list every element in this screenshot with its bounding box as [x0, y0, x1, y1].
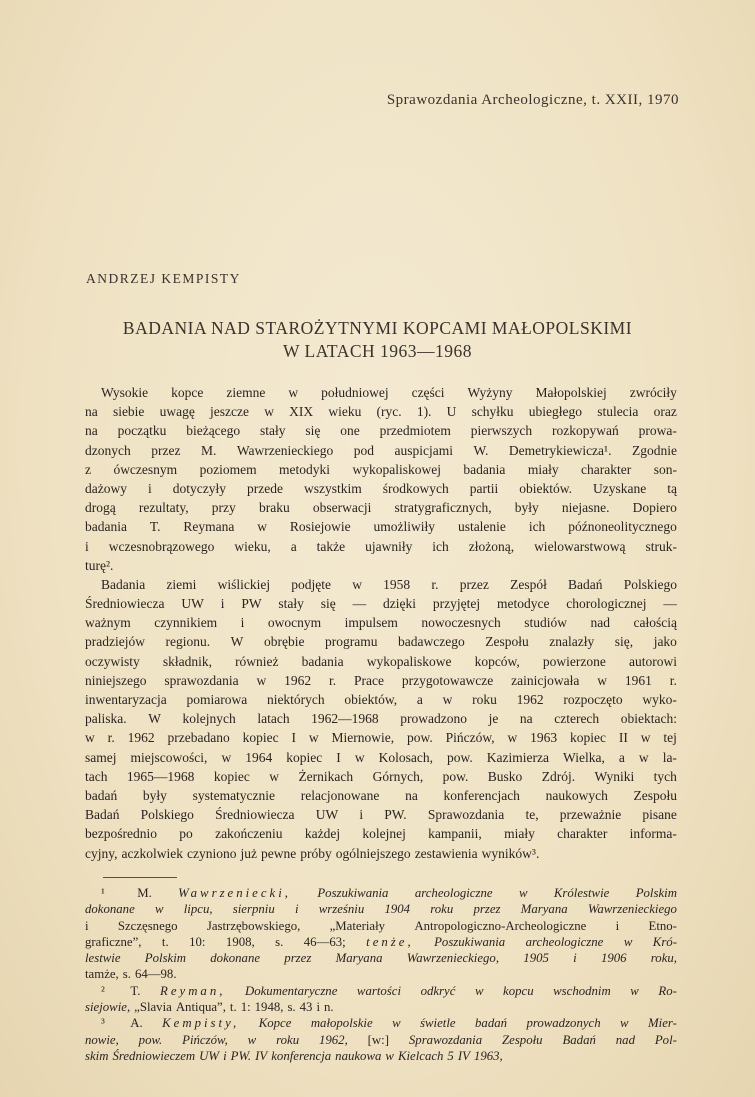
- text-line: oczywisty składnik, również badania wykopaliskowe kopców, powierzone autorowi: [85, 653, 677, 669]
- text-line: dażowy i dotyczyły przede wszystkim środkowych partii obiektów. Uzyskane tą: [85, 480, 677, 496]
- footnote: [85, 983, 677, 1016]
- footnote-line: tamże, s. 64—98.: [85, 967, 177, 982]
- text-line: z ówczesnym poziomem metodyki wykopaliskowej badania miały charakter son-: [85, 461, 677, 477]
- text-line: turę².: [85, 557, 114, 573]
- text-line: ważnym czynnikiem i owocnym impulsem nowoczesnych studiów nad całością: [85, 615, 677, 631]
- text-line: samej miejscowości, w 1964 kopiec I w Kolosach, pow. Kazimierza Wielka, a w la-: [85, 749, 677, 765]
- text-line: i wczesnobrązowego wieku, a także ujawniły ich złożoną, wielowarstwową struk-: [85, 538, 677, 554]
- footnote: [85, 1015, 677, 1064]
- article-title: [0, 317, 755, 363]
- article-body: [85, 383, 677, 863]
- text-line: badań były systematycznie relacjonowane na konferencjach naukowych Zespołu: [85, 787, 677, 803]
- title-line-2: W LATACH 1963—1968: [282, 341, 473, 361]
- text-line: niniejszego sprawozdania w 1962 r. Prace przygotowawcze zainicjowała w 1961 r.: [85, 672, 677, 688]
- text-line: Badań Polskiego Średniowiecza UW i PW. Sprawozdania te, przeważnie pisane: [85, 807, 677, 823]
- text-line: tach 1965—1968 kopiec w Żernikach Górnych, pow. Busko Zdrój. Wyniki tych: [85, 768, 677, 784]
- footnote-line: skim Średniowieczem UW i PW. IV konferencja naukowa w Kielcach 5 IV 1963,: [85, 1048, 503, 1063]
- text-line: dzonych przez M. Wawrzenieckiego pod auspicjami W. Demetrykiewicza¹. Zgodnie: [85, 442, 677, 458]
- text-line: bezpośrednio po zakończeniu każdej kolejnej kampanii, miały charakter informa-: [85, 826, 677, 842]
- text-line: inwentaryzacja pomiarowa niektórych obiektów, a w roku 1962 rozpoczęto wyko-: [85, 692, 677, 707]
- text-line: na początku bieżącego stały się one przedmiotem pierwszych rozkopywań prowa-: [85, 423, 677, 439]
- text-line: pradziejów regionu. W obrębie programu badawczego Zespołu znalazły się, jako: [85, 634, 677, 650]
- title-line-1: BADANIA NAD STAROŻYTNYMI KOPCAMI MAŁOPOLSKIMI: [122, 318, 633, 338]
- footnote-line: ¹ M. Wawrzeniecki, Poszukiwania archeologiczne w Królestwie Polskim: [101, 886, 677, 900]
- footnote-line: lestwie Polskim dokonane przez Maryana Wawrzenieckiego, 1905 i 1906 roku,: [85, 951, 677, 966]
- text-line: cyjny, aczkolwiek czyniono już pewne próby ogólniejszego zestawienia wyników³.: [85, 845, 540, 861]
- paragraph: [85, 383, 677, 575]
- text-line: paliska. W kolejnych latach 1962—1968 prowadzono je na czterech obiektach:: [85, 711, 677, 727]
- text-line: Wysokie kopce ziemne w południowej części Wyżyny Małopolskiej zwróciły: [101, 385, 677, 400]
- author-name: ANDRZEJ KEMPISTY: [86, 271, 241, 286]
- text-line: w r. 1962 przebadano kopiec I w Miernowie, pow. Pińczów, w 1963 kopiec II w tej: [85, 730, 677, 746]
- footnote-line: siejowie, „Slavia Antiqua”, t. 1: 1948, s. 43 i n.: [85, 1000, 334, 1015]
- footnote-line: nowie, pow. Pińczów, w roku 1962, [w:] Sprawozdania Zespołu Badań nad Pol-: [85, 1032, 677, 1047]
- running-header: Sprawozdania Archeologiczne, t. XXII, 1970: [386, 92, 679, 108]
- text-line: na siebie uwagę jeszcze w XIX wieku (ryc. 1). U schyłku ubiegłego stulecia oraz: [85, 404, 677, 420]
- footnote-line: dokonane w lipcu, sierpniu i wrześniu 1904 roku przez Maryana Wawrzenieckiego: [85, 902, 677, 917]
- text-line: drogą rezultaty, przy braku obserwacji stratygraficznych, były niejasne. Dopiero: [85, 500, 677, 516]
- footnote: [85, 885, 677, 983]
- text-line: Badania ziemi wiślickiej podjęte w 1958 r. przez Zespół Badań Polskiego: [101, 576, 677, 592]
- text-line: Średniowiecza UW i PW stały się — dzięki przyjętej metodyce chorologicznej —: [85, 596, 677, 612]
- text-line: badania T. Reymana w Rosiejowie umożliwiły ustalenie ich późnoneolitycznego: [85, 519, 677, 535]
- footnote-line: graficzne”, t. 10: 1908, s. 46—63; tenże, Poszukiwania archeologiczne w Kró-: [85, 934, 677, 949]
- footnotes: [85, 877, 677, 1064]
- footnote-line: ³ A. Kempisty, Kopce małopolskie w świetle badań prowadzonych w Mier-: [101, 1016, 677, 1031]
- footnote-rule: [103, 877, 177, 878]
- footnote-line: ² T. Reyman, Dokumentaryczne wartości odkryć w kopcu wschodnim w Ro-: [101, 983, 677, 998]
- paragraph: [85, 575, 677, 863]
- footnote-line: i Szczęsnego Jastrzębowskiego, „Materiały Antropologiczno-Archeologiczne i Etno-: [85, 918, 677, 933]
